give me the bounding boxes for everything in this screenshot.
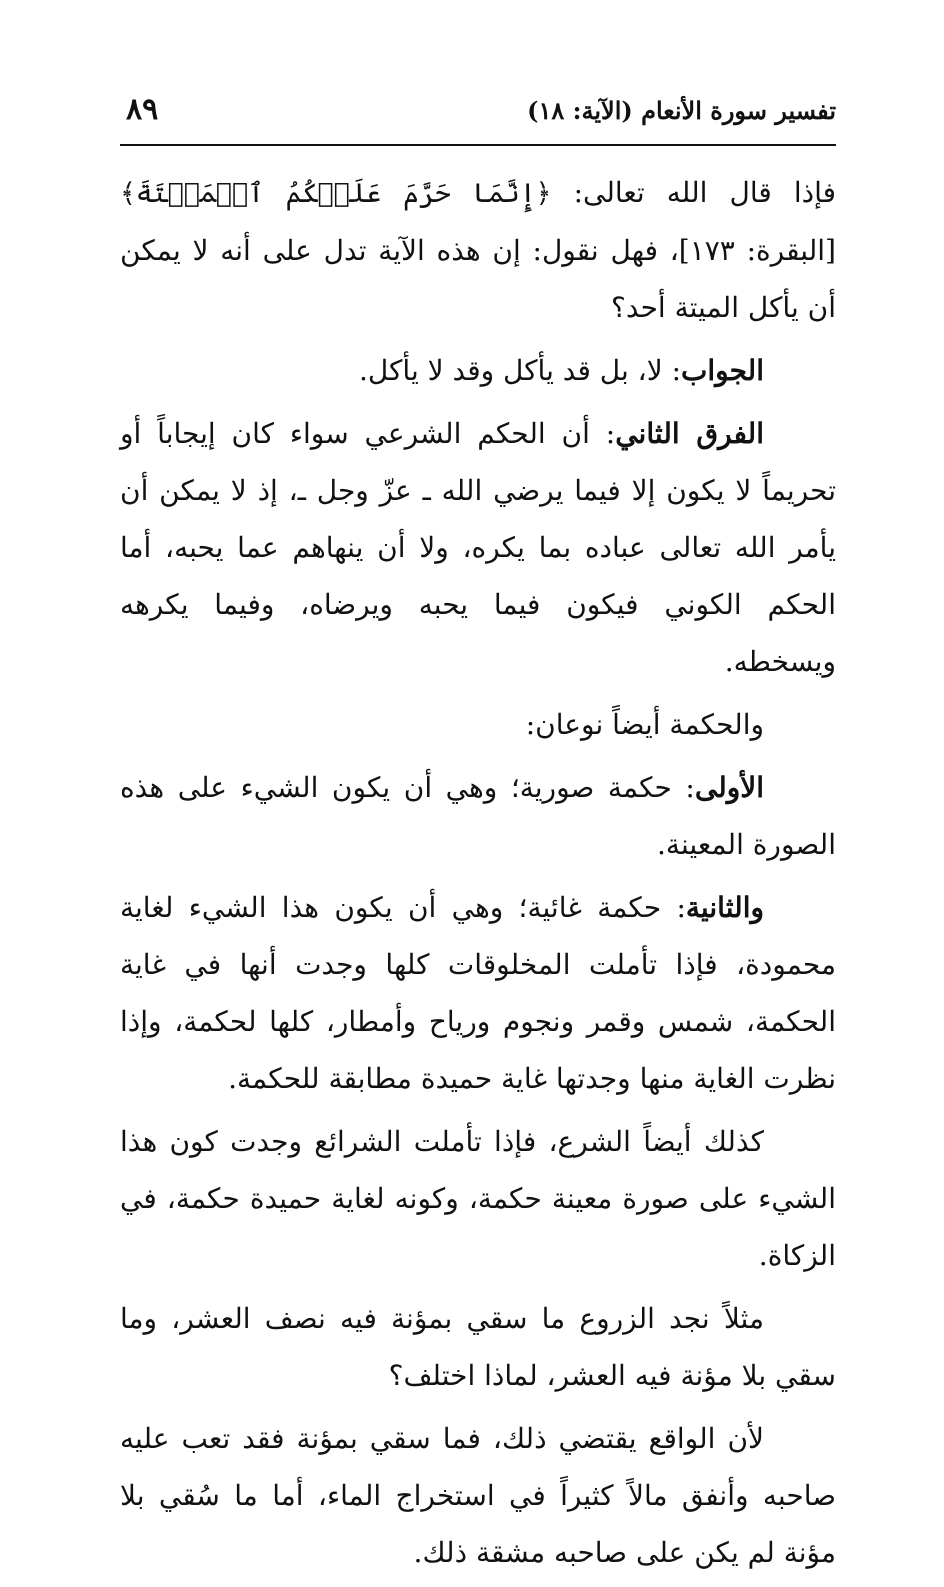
paragraph-lead: الجواب <box>681 354 764 387</box>
paragraph-answer <box>120 342 836 399</box>
page-number: ٨٩ <box>126 92 159 127</box>
page-header <box>120 92 836 140</box>
paragraph-text: : أن الحكم الشرعي سواء كان إيجاباً أو تحريماً لا يكون إلا فيما يرضي الله ـ عزّ وجل ـ، إذ لا يمكن أن يأمر الله تعالى عباده بما يكره، ولا أن ينهاهم عما يحبه، أما الحكم الكوني فيكون فيما يحبه ويرضاه، وفيما يكرهه ويسخطه. <box>120 417 836 678</box>
paragraph-text: [البقرة: ١٧٣]، فهل نقول: إن هذه الآية تدل على أنه لا يمكن أن يأكل الميتة أحد؟ <box>120 234 836 324</box>
paragraph-lead: الفرق الثاني <box>615 417 764 450</box>
quran-verse: ﴿إِنَّمَا حَرَّمَ عَلَيۡكُمُ ٱلۡمَيۡتَةَ﴾ <box>120 178 552 209</box>
paragraph-lead: الأولى <box>694 771 764 804</box>
paragraph-lead: والثانية <box>685 891 764 924</box>
paragraph-wisdom-types <box>120 696 836 753</box>
paragraph-text: : لا، بل قد يأكل وقد لا يأكل. <box>358 354 681 387</box>
paragraph-text: : حكمة صورية؛ وهي أن يكون الشيء على هذه الصورة المعينة. <box>120 771 836 861</box>
paragraph-text: مثلاً نجد الزروع ما سقي بمؤنة فيه نصف العشر، وما سقي بلا مؤنة فيه العشر، لماذا اختلف؟ <box>120 1302 836 1392</box>
page-body <box>120 164 836 1587</box>
paragraph-text: : حكمة غائية؛ وهي أن يكون هذا الشيء لغاية محمودة، فإذا تأملت المخلوقات كلها وجدت أنها في غاية الحكمة، شمس وقمر ونجوم ورياح وأمطار، كلها لحكمة، وإذا نظرت الغاية منها وجدتها غاية حميدة مطابقة للحكمة. <box>120 891 836 1095</box>
paragraph-crops-example <box>120 1290 836 1404</box>
paragraph-text: لأن الواقع يقتضي ذلك، فما سقي بمؤنة فقد تعب عليه صاحبه وأنفق مالاً كثيراً في استخراج الماء، أما ما سُقي بلا مؤنة لم يكن على صاحبه مشقة ذلك. <box>120 1422 836 1569</box>
paragraph-text: فإذا قال الله تعالى: <box>551 176 836 209</box>
running-title: تفسير سورة الأنعام (الآية: ١٨) <box>527 96 836 125</box>
paragraph-text: كذلك أيضاً الشرع، فإذا تأملت الشرائع وجدت كون هذا الشيء على صورة معينة حكمة، وكونه لغاية حميدة حكمة، في الزكاة. <box>120 1125 836 1272</box>
paragraph-reason <box>120 1410 836 1581</box>
paragraph-sharia <box>120 1113 836 1284</box>
paragraph-text: والحكمة أيضاً نوعان: <box>525 708 764 741</box>
header-divider <box>120 144 836 146</box>
paragraph-second-wisdom <box>120 879 836 1107</box>
paragraph-first-wisdom <box>120 759 836 873</box>
paragraph-quran-question <box>120 164 836 336</box>
paragraph-second-difference <box>120 405 836 690</box>
